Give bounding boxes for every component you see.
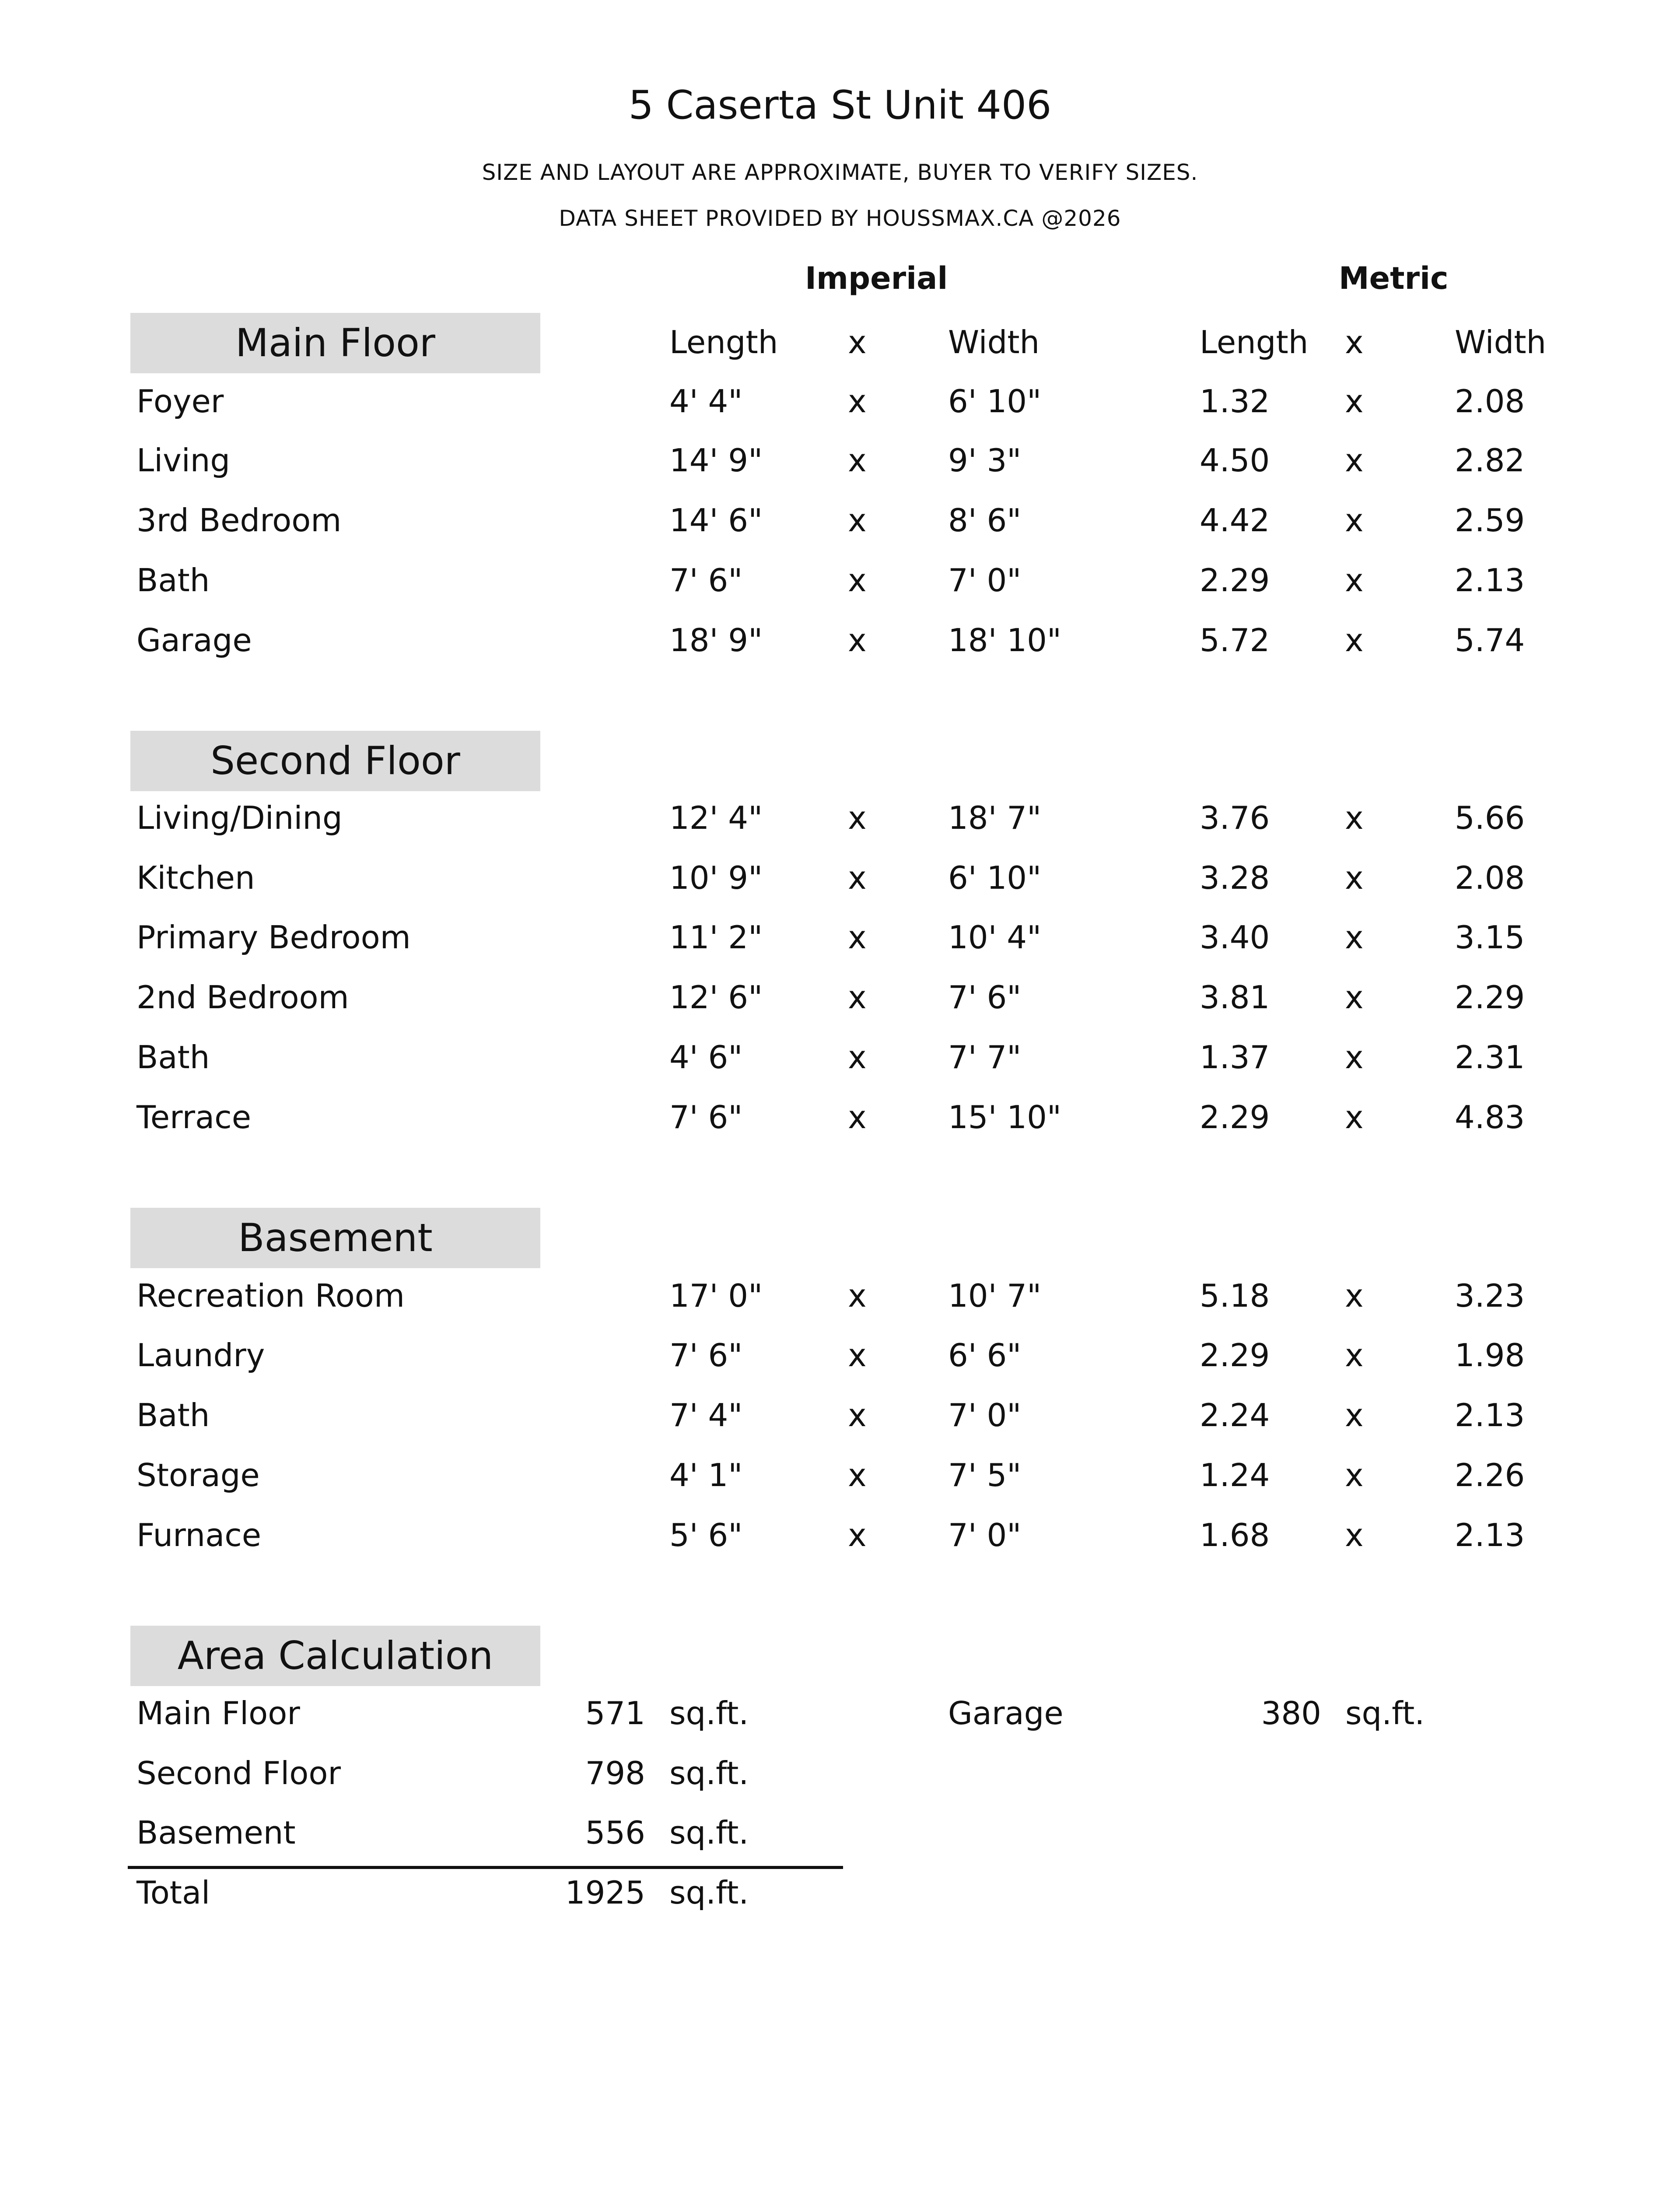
imperial-length: 14' 9"	[669, 442, 763, 479]
metric-length: 1.32	[1200, 383, 1270, 420]
imperial-length: 12' 6"	[669, 979, 763, 1016]
imperial-length: 10' 9"	[669, 859, 763, 896]
times-sign: x	[1345, 1039, 1364, 1076]
room-name: Foyer	[136, 383, 224, 420]
metric-width: 2.31	[1455, 1039, 1525, 1076]
imperial-width: 7' 0"	[948, 1517, 1022, 1553]
room-name: Living	[136, 442, 231, 479]
imperial-length: 5' 6"	[669, 1517, 743, 1553]
metric-width: 2.13	[1455, 562, 1525, 599]
imperial-width: 8' 6"	[948, 502, 1022, 539]
times-sign: x	[848, 622, 867, 659]
header-metric-length: Length	[1200, 324, 1309, 361]
times-sign: x	[1345, 919, 1364, 956]
metric-width: 3.23	[1455, 1277, 1525, 1314]
header-imperial-length: Length	[669, 324, 778, 361]
imperial-width: 6' 10"	[948, 859, 1042, 896]
times-sign: x	[848, 1397, 867, 1434]
area-value: 556	[585, 1814, 645, 1851]
page-title: 5 Caserta St Unit 406	[628, 82, 1052, 128]
metric-width: 5.74	[1455, 622, 1525, 659]
imperial-length: 11' 2"	[669, 919, 763, 956]
times-sign: x	[848, 502, 867, 539]
times-sign: x	[848, 1039, 867, 1076]
room-name: Bath	[136, 1039, 210, 1076]
imperial-width: 6' 10"	[948, 383, 1042, 420]
area-unit: sq.ft.	[1345, 1695, 1425, 1732]
room-name: Living/Dining	[136, 799, 343, 836]
area-label: Main Floor	[136, 1695, 300, 1732]
imperial-width: 7' 6"	[948, 979, 1022, 1016]
imperial-group-label: Imperial	[805, 260, 948, 296]
times-sign: x	[1345, 979, 1364, 1016]
garage-area-value: 380	[1261, 1695, 1321, 1732]
metric-group-label: Metric	[1339, 260, 1449, 296]
times-sign: x	[848, 562, 867, 599]
header-imperial-width: Width	[948, 324, 1040, 361]
total-divider	[128, 1866, 843, 1869]
area-unit: sq.ft.	[669, 1874, 749, 1911]
area-unit: sq.ft.	[669, 1814, 749, 1851]
imperial-width: 7' 7"	[948, 1039, 1022, 1076]
times-sign: x	[848, 859, 867, 896]
metric-width: 2.59	[1455, 502, 1525, 539]
times-sign: x	[848, 919, 867, 956]
times-sign: x	[848, 1337, 867, 1374]
imperial-length: 7' 4"	[669, 1397, 743, 1434]
times-sign: x	[1345, 1457, 1364, 1494]
times-sign: x	[1345, 1099, 1364, 1136]
metric-width: 2.13	[1455, 1397, 1525, 1434]
metric-length: 1.37	[1200, 1039, 1270, 1076]
times-sign: x	[1345, 799, 1364, 836]
imperial-length: 7' 6"	[669, 1337, 743, 1374]
metric-length: 1.24	[1200, 1457, 1270, 1494]
room-name: 3rd Bedroom	[136, 502, 342, 539]
room-name: Primary Bedroom	[136, 919, 411, 956]
section-heading-second-floor: Second Floor	[130, 731, 540, 791]
header-metric-width: Width	[1455, 324, 1547, 361]
metric-width: 5.66	[1455, 799, 1525, 836]
times-sign: x	[1345, 622, 1364, 659]
metric-width: 2.26	[1455, 1457, 1525, 1494]
imperial-width: 7' 0"	[948, 562, 1022, 599]
area-value: 798	[585, 1755, 645, 1792]
metric-length: 3.40	[1200, 919, 1270, 956]
area-unit: sq.ft.	[669, 1695, 749, 1732]
times-sign: x	[1345, 1337, 1364, 1374]
metric-width: 2.08	[1455, 859, 1525, 896]
metric-length: 3.81	[1200, 979, 1270, 1016]
metric-length: 3.28	[1200, 859, 1270, 896]
room-name: Storage	[136, 1457, 260, 1494]
room-name: Laundry	[136, 1337, 265, 1374]
room-name: Furnace	[136, 1517, 262, 1553]
imperial-width: 7' 0"	[948, 1397, 1022, 1434]
metric-length: 2.24	[1200, 1397, 1270, 1434]
room-name: Bath	[136, 1397, 210, 1434]
total-value: 1925	[565, 1874, 645, 1911]
times-sign: x	[1345, 1277, 1364, 1314]
times-sign: x	[848, 1517, 867, 1553]
imperial-length: 4' 1"	[669, 1457, 743, 1494]
times-sign: x	[848, 1277, 867, 1314]
metric-width: 2.82	[1455, 442, 1525, 479]
metric-length: 4.50	[1200, 442, 1270, 479]
metric-length: 4.42	[1200, 502, 1270, 539]
times-sign: x	[848, 442, 867, 479]
imperial-length: 4' 6"	[669, 1039, 743, 1076]
metric-width: 2.13	[1455, 1517, 1525, 1553]
metric-length: 2.29	[1200, 1337, 1270, 1374]
imperial-length: 17' 0"	[669, 1277, 763, 1314]
times-sign: x	[848, 979, 867, 1016]
room-name: Terrace	[136, 1099, 251, 1136]
metric-width: 3.15	[1455, 919, 1525, 956]
metric-width: 4.83	[1455, 1099, 1525, 1136]
imperial-length: 12' 4"	[669, 799, 763, 836]
room-name: Recreation Room	[136, 1277, 405, 1314]
imperial-width: 15' 10"	[948, 1099, 1062, 1136]
metric-width: 2.29	[1455, 979, 1525, 1016]
metric-length: 2.29	[1200, 562, 1270, 599]
imperial-width: 18' 7"	[948, 799, 1042, 836]
times-sign: x	[1345, 442, 1364, 479]
disclaimer-note: SIZE AND LAYOUT ARE APPROXIMATE, BUYER TO VERIFY SIZES.	[482, 160, 1198, 185]
metric-width: 1.98	[1455, 1337, 1525, 1374]
times-sign: x	[1345, 383, 1364, 420]
imperial-length: 18' 9"	[669, 622, 763, 659]
imperial-width: 10' 4"	[948, 919, 1042, 956]
imperial-length: 14' 6"	[669, 502, 763, 539]
times-sign: x	[848, 383, 867, 420]
imperial-width: 7' 5"	[948, 1457, 1022, 1494]
metric-length: 1.68	[1200, 1517, 1270, 1553]
header-imperial-x: x	[848, 324, 867, 361]
total-label: Total	[136, 1874, 210, 1911]
area-value: 571	[585, 1695, 645, 1732]
times-sign: x	[1345, 859, 1364, 896]
imperial-length: 7' 6"	[669, 562, 743, 599]
imperial-length: 7' 6"	[669, 1099, 743, 1136]
section-heading-area-calculation: Area Calculation	[130, 1626, 540, 1686]
metric-length: 2.29	[1200, 1099, 1270, 1136]
imperial-width: 10' 7"	[948, 1277, 1042, 1314]
metric-width: 2.08	[1455, 383, 1525, 420]
imperial-width: 18' 10"	[948, 622, 1062, 659]
provider-note: DATA SHEET PROVIDED BY HOUSSMAX.CA @2026	[559, 206, 1121, 231]
room-name: Kitchen	[136, 859, 255, 896]
section-heading-basement: Basement	[130, 1208, 540, 1268]
imperial-length: 4' 4"	[669, 383, 743, 420]
section-heading-main-floor: Main Floor	[130, 313, 540, 373]
times-sign: x	[848, 799, 867, 836]
imperial-width: 6' 6"	[948, 1337, 1022, 1374]
header-metric-x: x	[1345, 324, 1364, 361]
imperial-width: 9' 3"	[948, 442, 1022, 479]
times-sign: x	[1345, 1517, 1364, 1553]
times-sign: x	[1345, 562, 1364, 599]
metric-length: 5.18	[1200, 1277, 1270, 1314]
times-sign: x	[848, 1457, 867, 1494]
room-name: Garage	[136, 622, 252, 659]
times-sign: x	[1345, 1397, 1364, 1434]
area-label: Second Floor	[136, 1755, 341, 1792]
times-sign: x	[848, 1099, 867, 1136]
area-unit: sq.ft.	[669, 1755, 749, 1792]
metric-length: 5.72	[1200, 622, 1270, 659]
room-name: Bath	[136, 562, 210, 599]
area-label: Basement	[136, 1814, 296, 1851]
metric-length: 3.76	[1200, 799, 1270, 836]
room-name: 2nd Bedroom	[136, 979, 349, 1016]
garage-area-label: Garage	[948, 1695, 1064, 1732]
times-sign: x	[1345, 502, 1364, 539]
